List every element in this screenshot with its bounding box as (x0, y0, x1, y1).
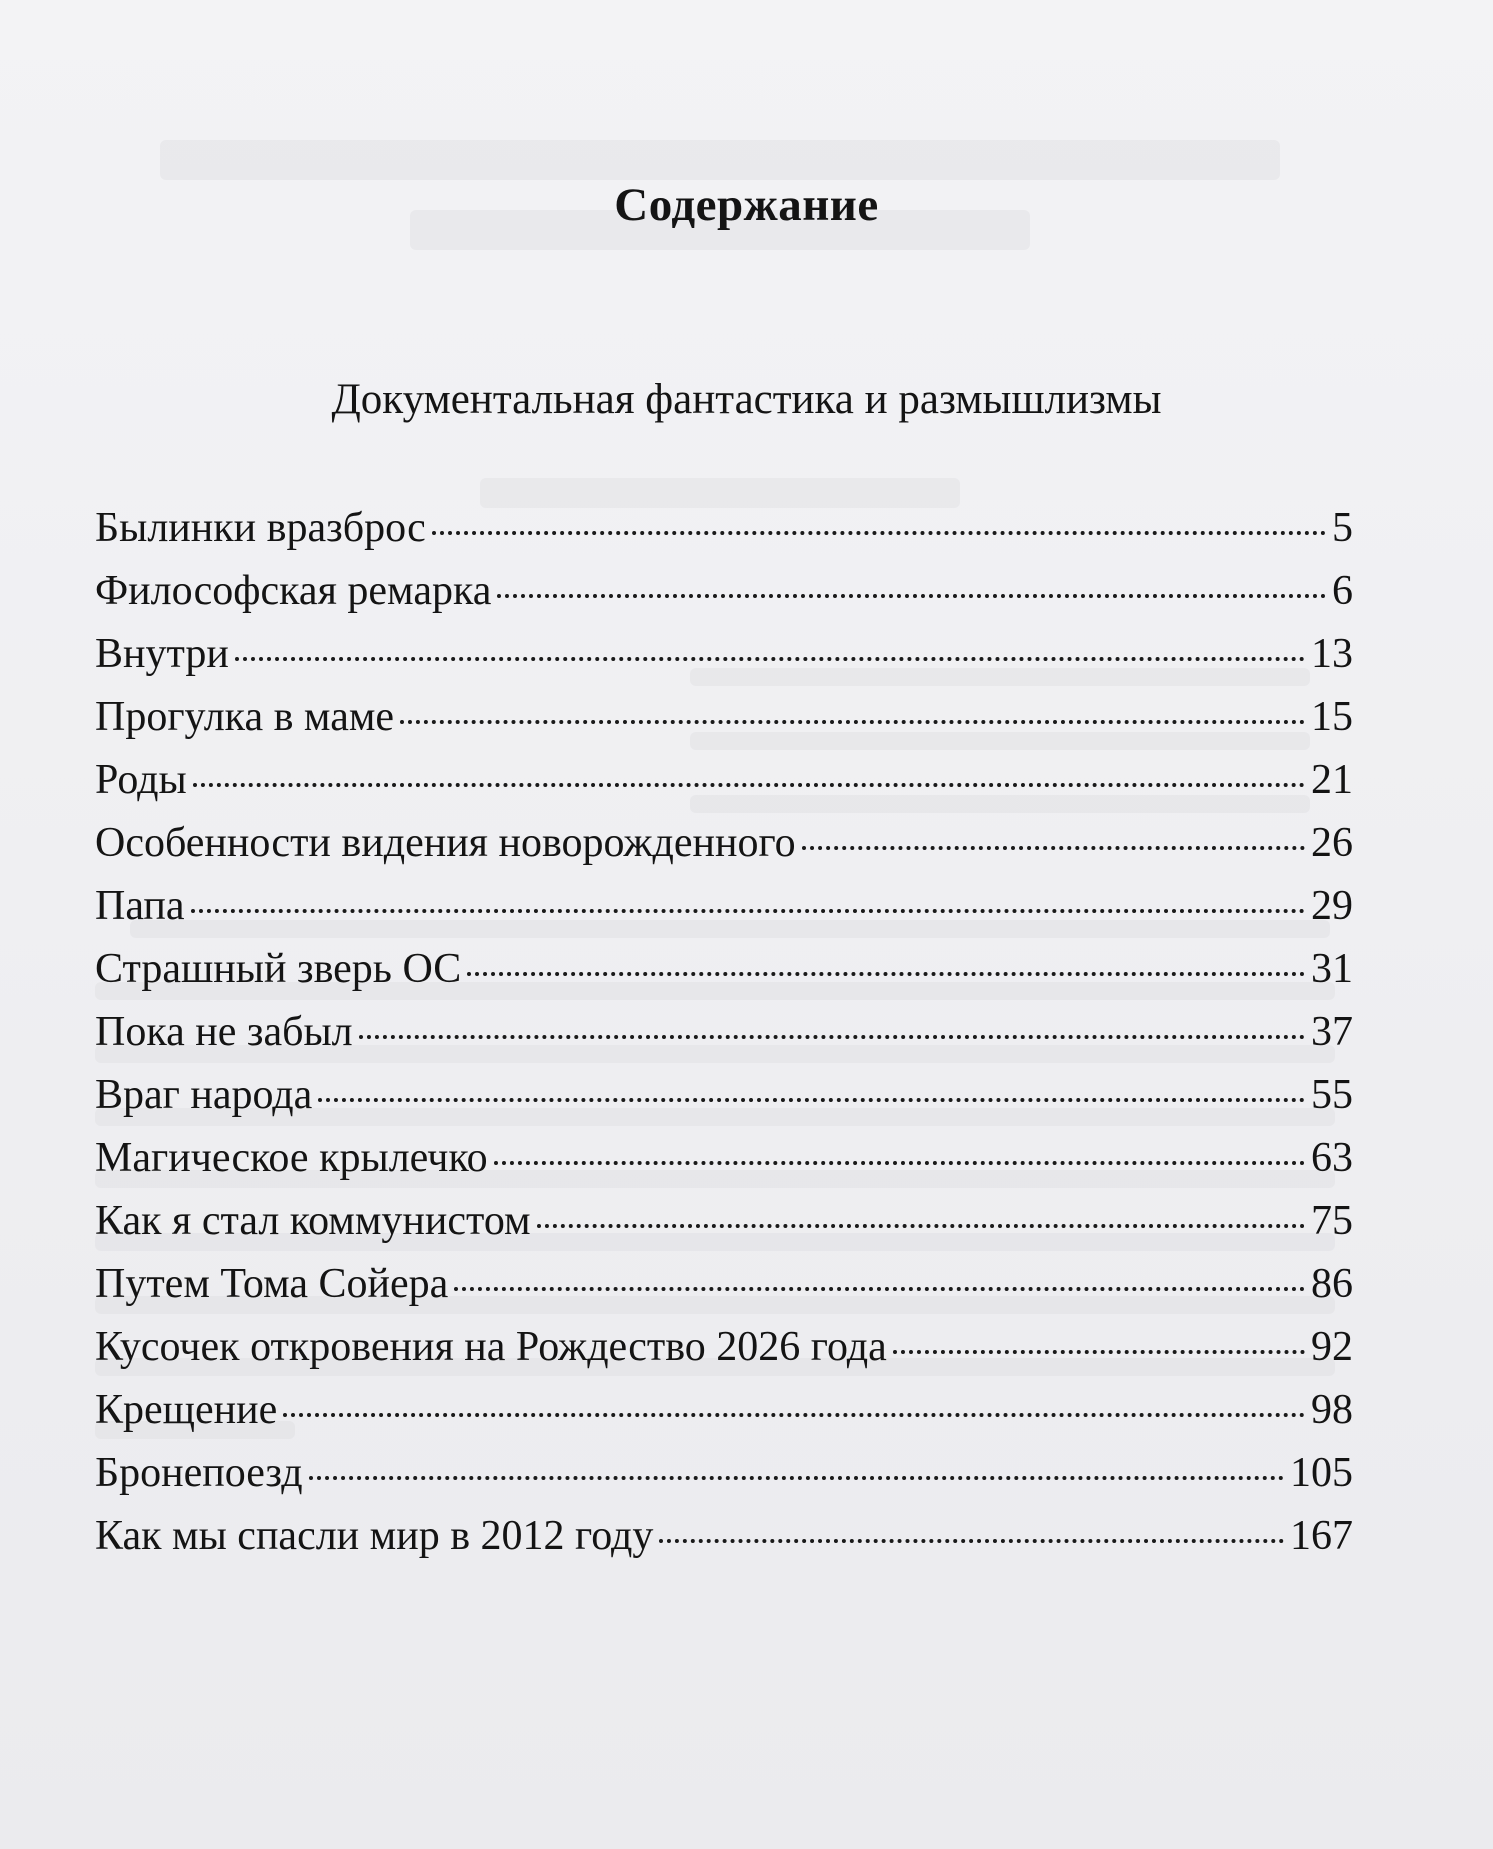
toc-entry (95, 875, 1353, 938)
toc-entry-title: Философская ремарка (95, 568, 492, 614)
toc-entry-page-number: 29 (1311, 883, 1353, 929)
dot-leader (400, 720, 1305, 724)
toc-entry-title: Прогулка в маме (95, 694, 395, 740)
toc-entry (95, 1001, 1353, 1064)
toc-entry-page-number: 21 (1311, 757, 1353, 803)
dot-leader (193, 783, 1305, 787)
toc-entry-page-number: 5 (1332, 505, 1353, 551)
toc-entry-title: Как мы спасли мир в 2012 году (95, 1513, 654, 1559)
toc-entry-page-number: 13 (1311, 631, 1353, 677)
section-title: Документальная фантастика и размышлизмы (331, 376, 1162, 423)
toc-entry (95, 1064, 1353, 1127)
toc-entry-page-number: 63 (1311, 1135, 1353, 1181)
toc-entry (95, 938, 1353, 1001)
toc-entry-title: Враг народа (95, 1072, 313, 1118)
toc-entry-title: Как я стал коммунистом (95, 1198, 531, 1244)
toc-entry-page-number: 92 (1311, 1324, 1353, 1370)
toc-entry-title: Пока не забыл (95, 1009, 353, 1055)
toc-entry (95, 560, 1353, 623)
toc-entry-page-number: 6 (1332, 568, 1353, 614)
toc-entry-title: Кусочек откровения на Рождество 2026 года (95, 1324, 887, 1370)
toc-entry (95, 623, 1353, 686)
dot-leader (432, 531, 1326, 535)
toc-entry (95, 1316, 1353, 1379)
dot-leader (494, 1161, 1305, 1165)
toc-entry-page-number: 26 (1311, 820, 1353, 866)
toc-entry-title: Внутри (95, 631, 229, 677)
toc-entry-title: Особенности видения новорожденного (95, 820, 796, 866)
toc-entry-title: Магическое крылечко (95, 1135, 488, 1181)
dot-leader (309, 1476, 1284, 1480)
toc-entry-page-number: 167 (1290, 1513, 1353, 1559)
toc-entry (95, 1505, 1353, 1568)
dot-leader (454, 1287, 1305, 1291)
toc-entry-title: Путем Тома Сойера (95, 1261, 449, 1307)
toc-entry-title: Былинки вразброс (95, 505, 426, 551)
dot-leader (318, 1098, 1305, 1102)
dot-leader (467, 972, 1305, 976)
toc-entry (95, 497, 1353, 560)
toc-entry (95, 1190, 1353, 1253)
dot-leader (659, 1539, 1284, 1543)
toc-entry-page-number: 105 (1290, 1450, 1353, 1496)
toc-entry-page-number: 86 (1311, 1261, 1353, 1307)
toc-entry-title: Крещение (95, 1387, 278, 1433)
toc-entry-title: Папа (95, 883, 185, 929)
dot-leader (893, 1350, 1305, 1354)
toc-entry (95, 1442, 1353, 1505)
toc-entry (95, 1379, 1353, 1442)
toc-entry-page-number: 75 (1311, 1198, 1353, 1244)
table-of-contents (95, 497, 1353, 1568)
dot-leader (802, 846, 1305, 850)
dot-leader (235, 657, 1305, 661)
dot-leader (191, 909, 1305, 913)
toc-entry-page-number: 15 (1311, 694, 1353, 740)
toc-entry-page-number: 31 (1311, 946, 1353, 992)
toc-entry-page-number: 55 (1311, 1072, 1353, 1118)
page-title: Содержание (614, 179, 879, 231)
toc-entry (95, 686, 1353, 749)
dot-leader (537, 1224, 1305, 1228)
toc-entry (95, 1127, 1353, 1190)
toc-entry-page-number: 98 (1311, 1387, 1353, 1433)
toc-entry (95, 812, 1353, 875)
dot-leader (497, 594, 1326, 598)
toc-entry-title: Роды (95, 757, 187, 803)
toc-entry-page-number: 37 (1311, 1009, 1353, 1055)
dot-leader (359, 1035, 1305, 1039)
toc-entry (95, 749, 1353, 812)
toc-entry-title: Бронепоезд (95, 1450, 303, 1496)
toc-entry (95, 1253, 1353, 1316)
toc-entry-title: Страшный зверь ОС (95, 946, 462, 992)
dot-leader (283, 1413, 1305, 1417)
